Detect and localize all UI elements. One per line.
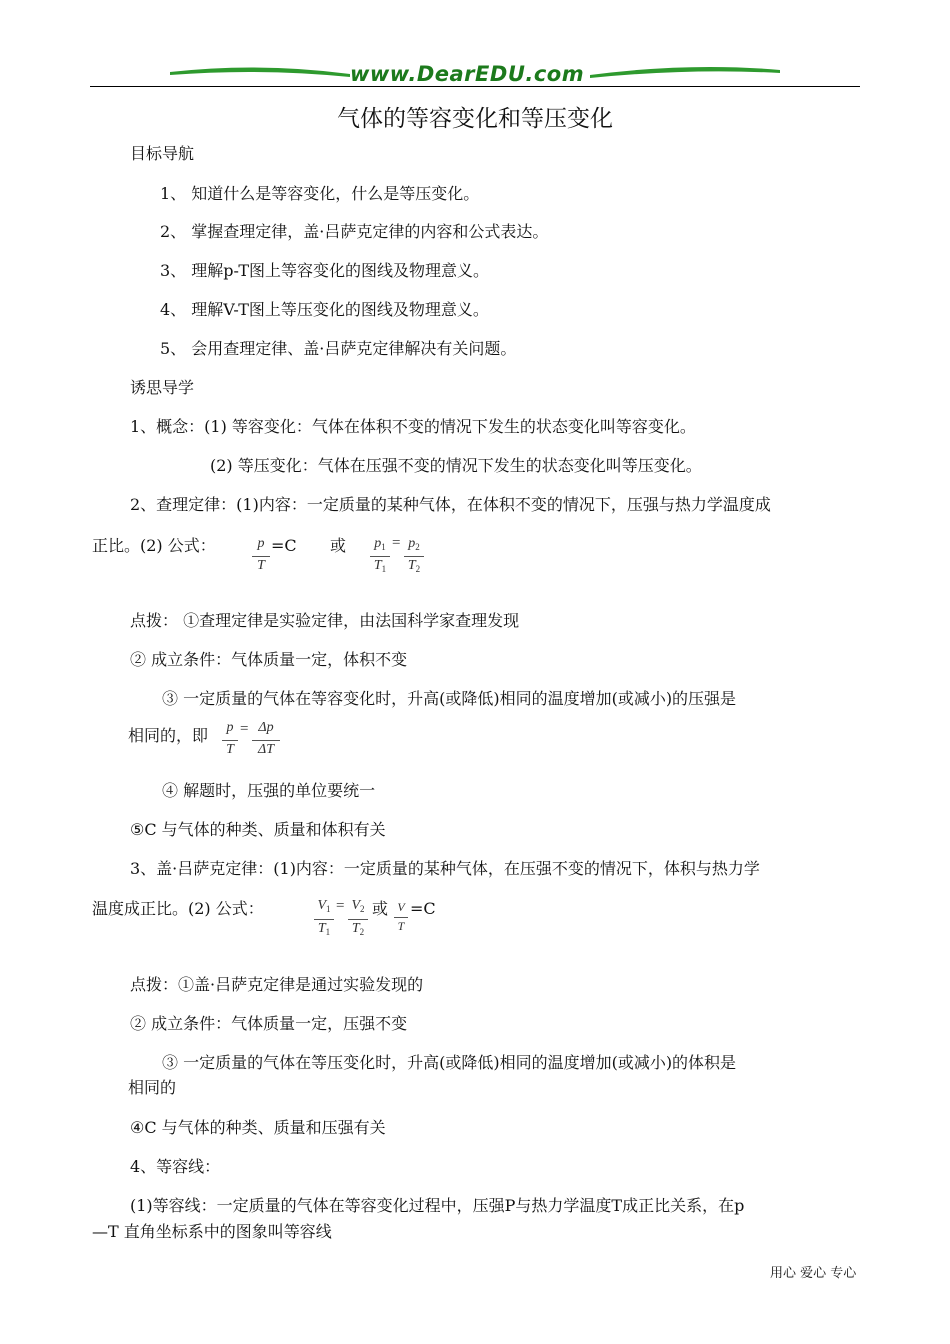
charles-note-2: ② 成立条件：气体质量一定，体积不变 <box>130 650 408 669</box>
site-logo-text: www.DearEDU.com <box>350 62 585 86</box>
fraction-bar <box>222 740 238 741</box>
formula-dp-over-dT <box>252 720 280 762</box>
fraction-bar <box>252 556 270 557</box>
page-title: 气体的等容变化和等压变化 <box>337 106 613 132</box>
gay-note-4: ④C 与气体的种类、质量和压强有关 <box>130 1118 386 1137</box>
charles-or: 或 <box>330 536 347 555</box>
charles-note-4: ④ 解题时，压强的单位要统一 <box>162 781 376 800</box>
fraction-denominator: $T_2$ <box>407 558 421 574</box>
fraction-bar <box>404 556 424 557</box>
goal-item-4: 4、 理解V-T图上等压变化的图线及物理意义。 <box>160 300 489 319</box>
formula-V2-over-T2 <box>348 898 368 942</box>
charles-note-3a: ③ 一定质量的气体在等容变化时，升高(或降低)相同的温度增加(或减小)的压强是 <box>162 689 737 708</box>
gay-equals-c: =C <box>410 899 436 918</box>
fraction-denominator: ΔT <box>257 742 274 757</box>
concept-isobaric: (2) 等压变化：气体在压强不变的情况下发生的状态变化叫等压变化。 <box>210 456 702 475</box>
gay-note-3b: 相同的 <box>128 1078 177 1097</box>
concept-isochoric: 1、概念：(1) 等容变化：气体在体积不变的情况下发生的状态变化叫等容变化。 <box>130 417 696 436</box>
guide-heading: 诱思导学 <box>130 378 195 397</box>
gay-note-2: ② 成立条件：气体质量一定，压强不变 <box>130 1014 408 1033</box>
fraction-denominator: T <box>257 558 265 573</box>
formula-V1-over-T1 <box>314 898 334 942</box>
isochore-heading: 4、等容线： <box>130 1157 221 1176</box>
formula-p1-over-T1 <box>370 536 390 578</box>
header-rule <box>90 86 860 87</box>
isochore-line2: —T 直角坐标系中的图象叫等容线 <box>92 1222 332 1241</box>
fraction-denominator: $T_1$ <box>317 921 331 937</box>
isochore-line1: (1)等容线：一定质量的气体在等容变化过程中，压强P与热力学温度T成正比关系，在p <box>130 1196 745 1215</box>
gay-note-3a: ③ 一定质量的气体在等压变化时，升高(或降低)相同的温度增加(或减小)的体积是 <box>162 1053 737 1072</box>
goal-item-1: 1、 知道什么是等容变化，什么是等压变化。 <box>160 184 480 203</box>
equals-sign: = <box>240 721 249 737</box>
goal-item-3: 3、 理解p-T图上等容变化的图线及物理意义。 <box>160 261 490 280</box>
fraction-numerator: p <box>226 720 234 735</box>
equals-sign: = <box>392 535 401 551</box>
equals-sign: = <box>336 898 345 914</box>
fraction-numerator: p <box>257 536 265 551</box>
fraction-denominator: $T_1$ <box>373 558 387 574</box>
charles-law-line2: 正比。(2) 公式： <box>92 536 216 555</box>
fraction-bar <box>394 917 408 918</box>
formula-p-over-T-2 <box>222 720 238 762</box>
charles-law-line1: 2、查理定律：(1)内容：一定质量的某种气体，在体积不变的情况下，压强与热力学温度成 <box>130 495 771 514</box>
gay-or: 或 <box>372 899 389 918</box>
fraction-bar <box>314 919 334 920</box>
fraction-numerator: Δp <box>258 720 274 735</box>
fraction-denominator: T <box>226 742 234 757</box>
fraction-numerator: $V_2$ <box>351 898 365 914</box>
charles-note-5: ⑤C 与气体的种类、质量和体积有关 <box>130 820 386 839</box>
goal-item-5: 5、 会用查理定律、盖·吕萨克定律解决有关问题。 <box>160 339 517 358</box>
formula-p-over-T <box>252 536 270 578</box>
goal-item-2: 2、 掌握查理定律，盖·吕萨克定律的内容和公式表达。 <box>160 222 549 241</box>
formula-V-over-T <box>394 900 408 936</box>
fraction-numerator: $V_1$ <box>317 898 331 914</box>
charles-note-1: 点拨： ①查理定律是实验定律，由法国科学家查理发现 <box>130 611 520 630</box>
fraction-denominator: $T_2$ <box>351 921 365 937</box>
fraction-bar <box>370 556 390 557</box>
gay-lussac-line2: 温度成正比。(2) 公式： <box>92 899 264 918</box>
goals-heading: 目标导航 <box>130 144 195 163</box>
fraction-bar <box>252 740 280 741</box>
fraction-numerator: V <box>397 900 405 914</box>
gay-note-1: 点拨：①盖·吕萨克定律是通过实验发现的 <box>130 975 424 994</box>
charles-equals-c: =C <box>271 536 297 555</box>
fraction-numerator: $p_2$ <box>408 536 420 552</box>
formula-p2-over-T2 <box>404 536 424 578</box>
page-footer: 用心 爱心 专心 <box>770 1266 857 1281</box>
charles-note-3b: 相同的，即 <box>128 726 209 745</box>
fraction-bar <box>348 919 368 920</box>
fraction-numerator: $p_1$ <box>374 536 386 552</box>
fraction-denominator: T <box>397 919 405 933</box>
gay-lussac-line1: 3、盖·吕萨克定律：(1)内容：一定质量的某种气体，在压强不变的情况下，体积与热力学 <box>130 859 760 878</box>
